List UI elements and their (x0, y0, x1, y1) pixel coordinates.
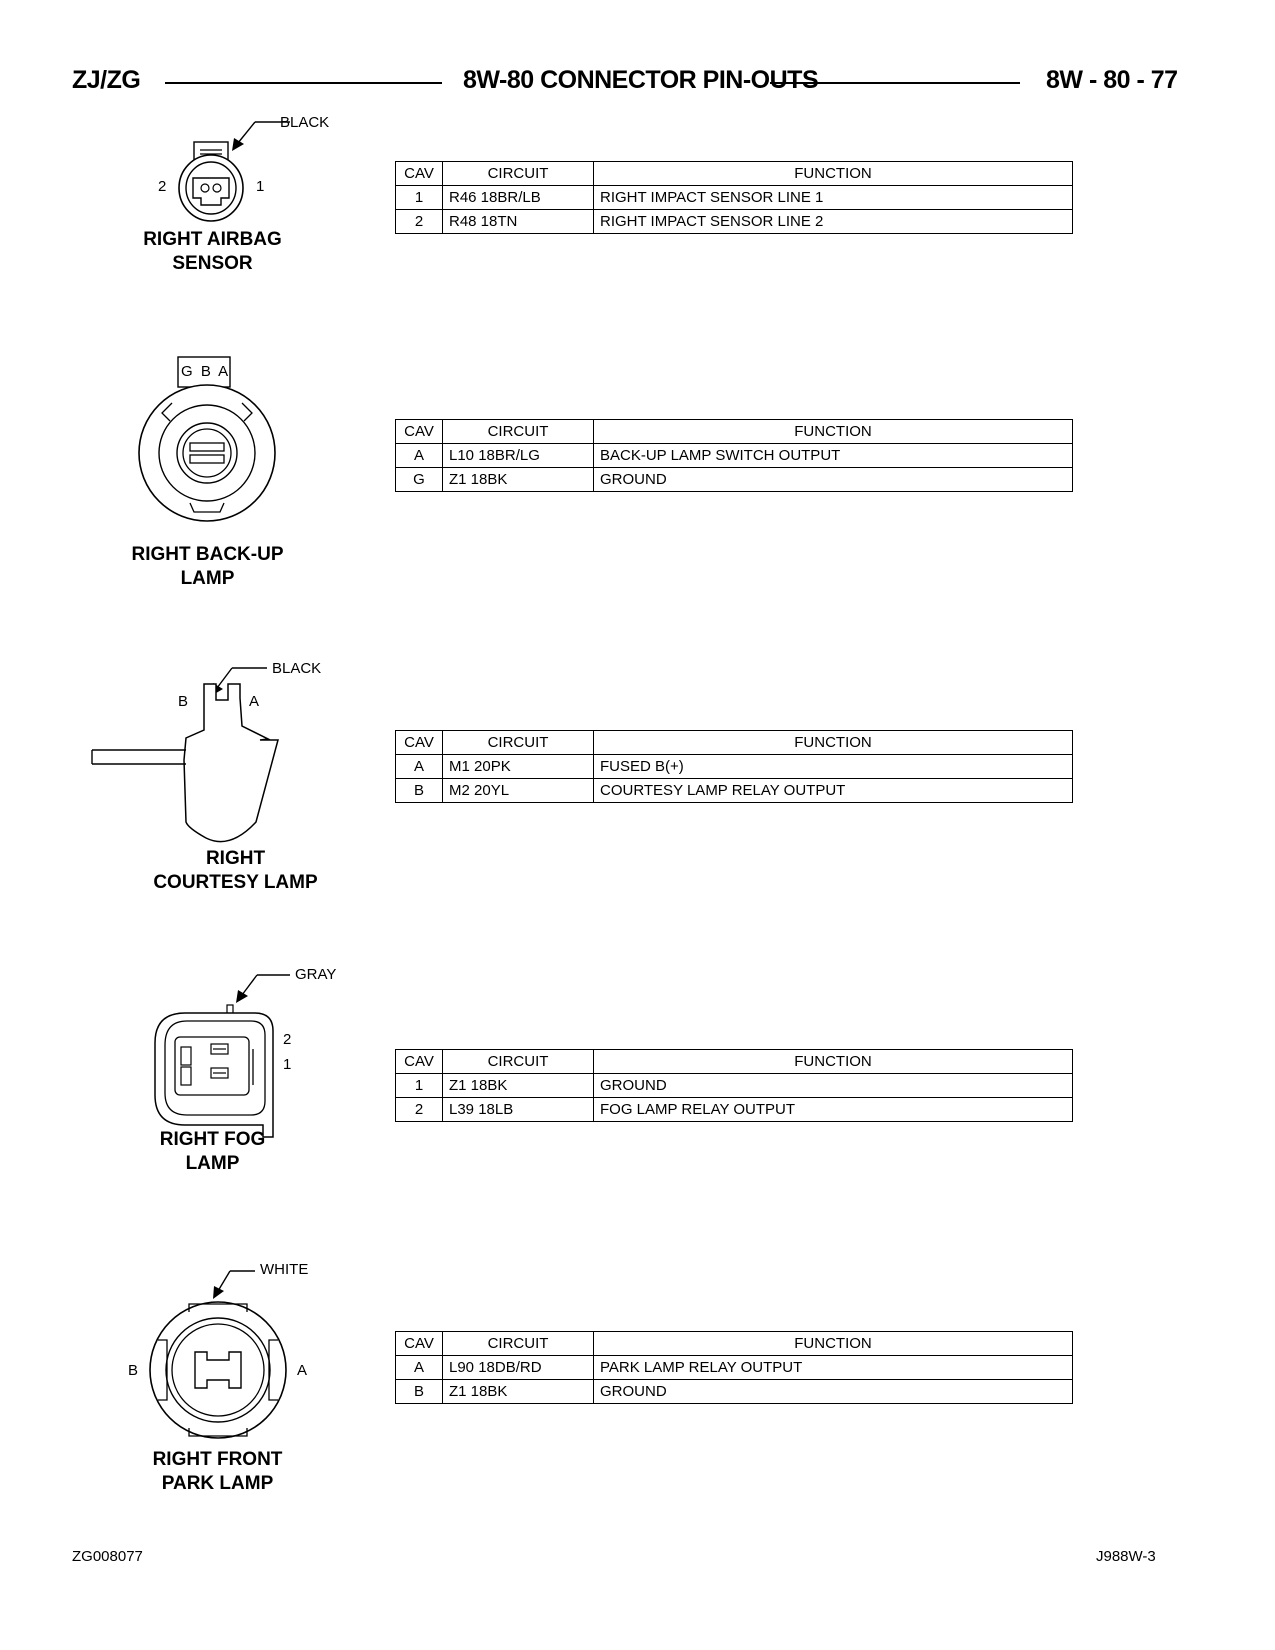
page-number: 8W - 80 - 77 (1046, 66, 1178, 94)
table-header-row: CAV CIRCUIT FUNCTION (396, 420, 1073, 444)
table-row: G Z1 18BK GROUND (396, 468, 1073, 492)
table-row: 2 L39 18LB FOG LAMP RELAY OUTPUT (396, 1098, 1073, 1122)
park-lamp-pin-table (395, 1331, 1073, 1404)
page-section-code: ZJ/ZG (72, 66, 141, 94)
table-row: A L90 18DB/RD PARK LAMP RELAY OUTPUT (396, 1356, 1073, 1380)
fog-lamp-title: RIGHT FOG LAMP (159, 1129, 266, 1174)
courtesy-lamp-connector (90, 660, 320, 855)
pin-label-a: A (297, 1362, 308, 1379)
page-title: 8W-80 CONNECTOR PIN-OUTS (463, 66, 819, 94)
backup-lamp-connector (130, 355, 290, 525)
color-label: GRAY (295, 966, 337, 983)
fog-lamp-connector-drawing (145, 965, 345, 1135)
pin-label-2: 2 (158, 178, 167, 195)
document-code: J988W-3 (1096, 1548, 1156, 1565)
pin-label-1: 1 (256, 178, 265, 195)
table-row: 2 R48 18TN RIGHT IMPACT SENSOR LINE 2 (396, 210, 1073, 234)
pin-label-a: A (249, 693, 260, 710)
airbag-sensor-pin-table (395, 161, 1073, 234)
fog-lamp-connector (145, 965, 345, 1135)
park-lamp-connector (125, 1260, 325, 1440)
header-rule-right (770, 82, 1020, 84)
table-row: A M1 20PK FUSED B(+) (396, 755, 1073, 779)
color-label: BLACK (280, 114, 330, 131)
color-label: WHITE (260, 1261, 309, 1278)
park-lamp-title: RIGHT FRONT PARK LAMP (152, 1449, 283, 1494)
table-header-row: CAV CIRCUIT FUNCTION (396, 1050, 1073, 1074)
pin-label-b: B (128, 1362, 139, 1379)
pin-label-2: 2 (283, 1031, 292, 1048)
park-lamp-connector-drawing (125, 1260, 325, 1440)
table-row: 1 Z1 18BK GROUND (396, 1074, 1073, 1098)
table-row: B M2 20YL COURTESY LAMP RELAY OUTPUT (396, 779, 1073, 803)
table-row: B Z1 18BK GROUND (396, 1380, 1073, 1404)
backup-lamp-title: RIGHT BACK-UP LAMP (131, 544, 284, 589)
pin-label-1: 1 (283, 1056, 292, 1073)
courtesy-lamp-title: RIGHT COURTESY LAMP (153, 848, 318, 893)
tab-pin-labels: G B A (181, 363, 231, 380)
pin-label-b: B (178, 693, 189, 710)
header-rule-left (165, 82, 442, 84)
table-header-row: CAV CIRCUIT FUNCTION (396, 162, 1073, 186)
table-row: A L10 18BR/LG BACK-UP LAMP SWITCH OUTPUT (396, 444, 1073, 468)
fog-lamp-pin-table (395, 1049, 1073, 1122)
airbag-sensor-title: RIGHT AIRBAG SENSOR (143, 229, 282, 274)
courtesy-lamp-pin-table (395, 730, 1073, 803)
backup-lamp-connector-drawing (130, 355, 290, 525)
color-label: BLACK (272, 660, 322, 677)
figure-id: ZG008077 (72, 1548, 143, 1565)
table-header-row: CAV CIRCUIT FUNCTION (396, 731, 1073, 755)
courtesy-lamp-connector-drawing (90, 660, 320, 855)
table-row: 1 R46 18BR/LB RIGHT IMPACT SENSOR LINE 1 (396, 186, 1073, 210)
backup-lamp-pin-table (395, 419, 1073, 492)
airbag-sensor-connector (150, 110, 350, 240)
table-header-row: CAV CIRCUIT FUNCTION (396, 1332, 1073, 1356)
